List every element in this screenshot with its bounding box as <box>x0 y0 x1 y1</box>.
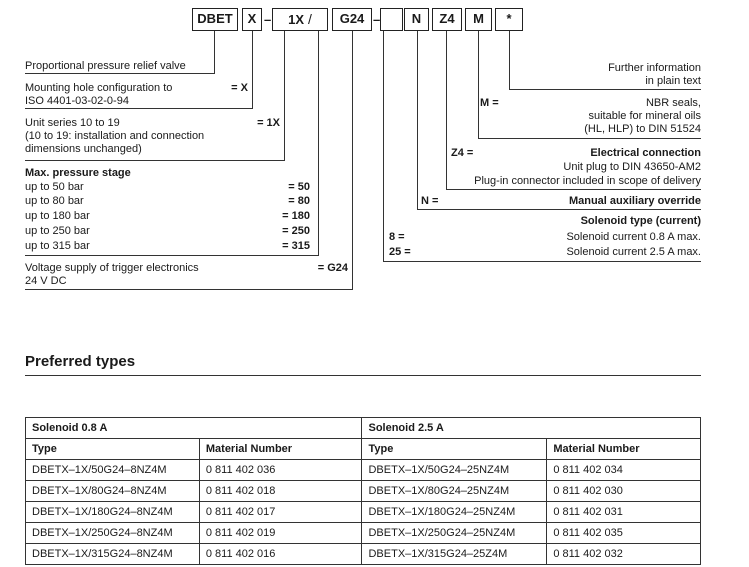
type-cell: DBETX–1X/50G24–8NZ4M <box>26 460 200 481</box>
solenoid-25-code: 25 = <box>389 246 411 258</box>
voltage-code: = G24 <box>317 262 348 274</box>
code-box-seals: M <box>465 8 492 31</box>
pressure-code-250: = 250 <box>282 225 310 237</box>
table-row <box>26 523 701 544</box>
group-header-2-5a: Solenoid 2.5 A <box>362 418 701 439</box>
pressure-label-315: up to 315 bar <box>25 240 90 252</box>
material-cell: 0 811 402 030 <box>547 481 701 502</box>
table-row <box>26 460 701 481</box>
series-description-2: (10 to 19: installation and connection <box>25 130 205 142</box>
leader-solenoid-h <box>383 261 701 262</box>
type-cell: DBETX–1X/50G24–25NZ4M <box>362 460 547 481</box>
code-dash-solenoid: – <box>373 12 381 27</box>
leader-mounting-v <box>252 31 253 108</box>
column-header-type: Type <box>26 439 200 460</box>
column-header-material: Material Number <box>199 439 362 460</box>
valve-description: Proportional pressure relief valve <box>25 60 186 72</box>
leader-connection-v <box>446 31 447 189</box>
further-description-1: Further information <box>608 62 701 74</box>
solenoid-8-description: Solenoid current 0.8 A max. <box>566 231 701 243</box>
code-box-override: N <box>404 8 429 31</box>
leader-pressure-h <box>25 255 319 256</box>
material-cell: 0 811 402 017 <box>199 502 362 523</box>
material-cell: 0 811 402 019 <box>199 523 362 544</box>
voltage-description-1: Voltage supply of trigger electronics <box>25 262 199 274</box>
seals-code: M = <box>480 97 499 109</box>
mounting-code: = X <box>231 82 248 94</box>
material-cell: 0 811 402 031 <box>547 502 701 523</box>
leader-model-h <box>25 73 215 74</box>
pressure-heading: Max. pressure stage <box>25 167 131 179</box>
leader-seals-v <box>478 31 479 138</box>
code-dash-series: – <box>264 12 272 27</box>
connection-heading: Electrical connection <box>590 147 701 159</box>
type-cell: DBETX–1X/250G24–25NZ4M <box>362 523 547 544</box>
seals-description-1: NBR seals, <box>645 97 701 109</box>
table-header-row <box>26 439 701 460</box>
pressure-label-180: up to 180 bar <box>25 210 90 222</box>
voltage-description-2: 24 V DC <box>25 275 67 287</box>
material-cell: 0 811 402 034 <box>547 460 701 481</box>
leader-override-h <box>417 209 701 210</box>
code-box-solenoid <box>380 8 403 31</box>
pressure-slash: / <box>308 11 312 27</box>
column-header-type: Type <box>362 439 547 460</box>
leader-solenoid-v <box>383 31 384 261</box>
pressure-label-50: up to 50 bar <box>25 181 84 193</box>
mounting-description-1: Mounting hole configuration to <box>25 82 173 94</box>
connection-description-2: Plug-in connector included in scope of delivery <box>474 175 701 187</box>
leader-pressure-v <box>318 31 319 255</box>
leader-model-v <box>214 31 215 73</box>
connection-description-1: Unit plug to DIN 43650-AM2 <box>563 161 701 173</box>
material-cell: 0 811 402 032 <box>547 544 701 565</box>
override-code: N = <box>421 195 439 207</box>
override-description: Manual auxiliary override <box>568 195 701 207</box>
leader-voltage-h <box>25 289 353 290</box>
series-description-3: dimensions unchanged) <box>25 143 142 155</box>
leader-override-v <box>417 31 418 209</box>
column-header-material: Material Number <box>547 439 701 460</box>
preferred-types-table <box>25 417 701 565</box>
preferred-types-rule <box>25 375 701 376</box>
leader-mounting-h <box>25 108 253 109</box>
connection-code: Z4 = <box>451 147 474 159</box>
pressure-code-315: = 315 <box>282 240 310 252</box>
leader-seals-h <box>478 138 701 139</box>
series-description-1: Unit series 10 to 19 <box>25 117 120 129</box>
table-group-row <box>26 418 701 439</box>
table-row <box>26 481 701 502</box>
type-cell: DBETX–1X/180G24–8NZ4M <box>26 502 200 523</box>
type-cell: DBETX–1X/315G24–8NZ4M <box>26 544 200 565</box>
pressure-code-50: = 50 <box>288 181 310 193</box>
material-cell: 0 811 402 018 <box>199 481 362 502</box>
material-cell: 0 811 402 016 <box>199 544 362 565</box>
preferred-types-title: Preferred types <box>25 353 136 370</box>
material-cell: 0 811 402 035 <box>547 523 701 544</box>
solenoid-25-description: Solenoid current 2.5 A max. <box>566 246 701 258</box>
type-cell: DBETX–1X/315G24–25Z4M <box>362 544 547 565</box>
series-code: = 1X <box>257 117 280 129</box>
pressure-code-80: = 80 <box>288 195 310 207</box>
leader-further-h <box>509 89 701 90</box>
type-cell: DBETX–1X/80G24–8NZ4M <box>26 481 200 502</box>
material-cell: 0 811 402 036 <box>199 460 362 481</box>
pressure-label-250: up to 250 bar <box>25 225 90 237</box>
code-box-model: DBET <box>192 8 238 31</box>
solenoid-8-code: 8 = <box>389 231 405 243</box>
table-row <box>26 544 701 565</box>
code-box-voltage: G24 <box>332 8 372 31</box>
table-row <box>26 502 701 523</box>
leader-series-v <box>284 31 285 160</box>
seals-description-3: (HL, HLP) to DIN 51524 <box>584 123 701 135</box>
leader-connection-h <box>446 189 701 190</box>
mounting-description-2: ISO 4401-03-02-0-94 <box>25 95 129 107</box>
pressure-label-80: up to 80 bar <box>25 195 84 207</box>
type-cell: DBETX–1X/180G24–25NZ4M <box>362 502 547 523</box>
code-box-mounting: X <box>242 8 262 31</box>
solenoid-heading: Solenoid type (current) <box>580 215 701 227</box>
code-box-connection: Z4 <box>432 8 462 31</box>
leader-series-h <box>25 160 285 161</box>
type-cell: DBETX–1X/80G24–25NZ4M <box>362 481 547 502</box>
group-header-0-8a: Solenoid 0.8 A <box>26 418 362 439</box>
leader-voltage-v <box>352 31 353 289</box>
code-box-further: * <box>495 8 523 31</box>
code-box-series <box>272 8 328 31</box>
type-cell: DBETX–1X/250G24–8NZ4M <box>26 523 200 544</box>
further-description-2: in plain text <box>645 75 701 87</box>
leader-further-v <box>509 31 510 89</box>
pressure-code-180: = 180 <box>282 210 310 222</box>
seals-description-2: suitable for mineral oils <box>588 110 701 122</box>
series-value: 1X <box>288 12 304 27</box>
